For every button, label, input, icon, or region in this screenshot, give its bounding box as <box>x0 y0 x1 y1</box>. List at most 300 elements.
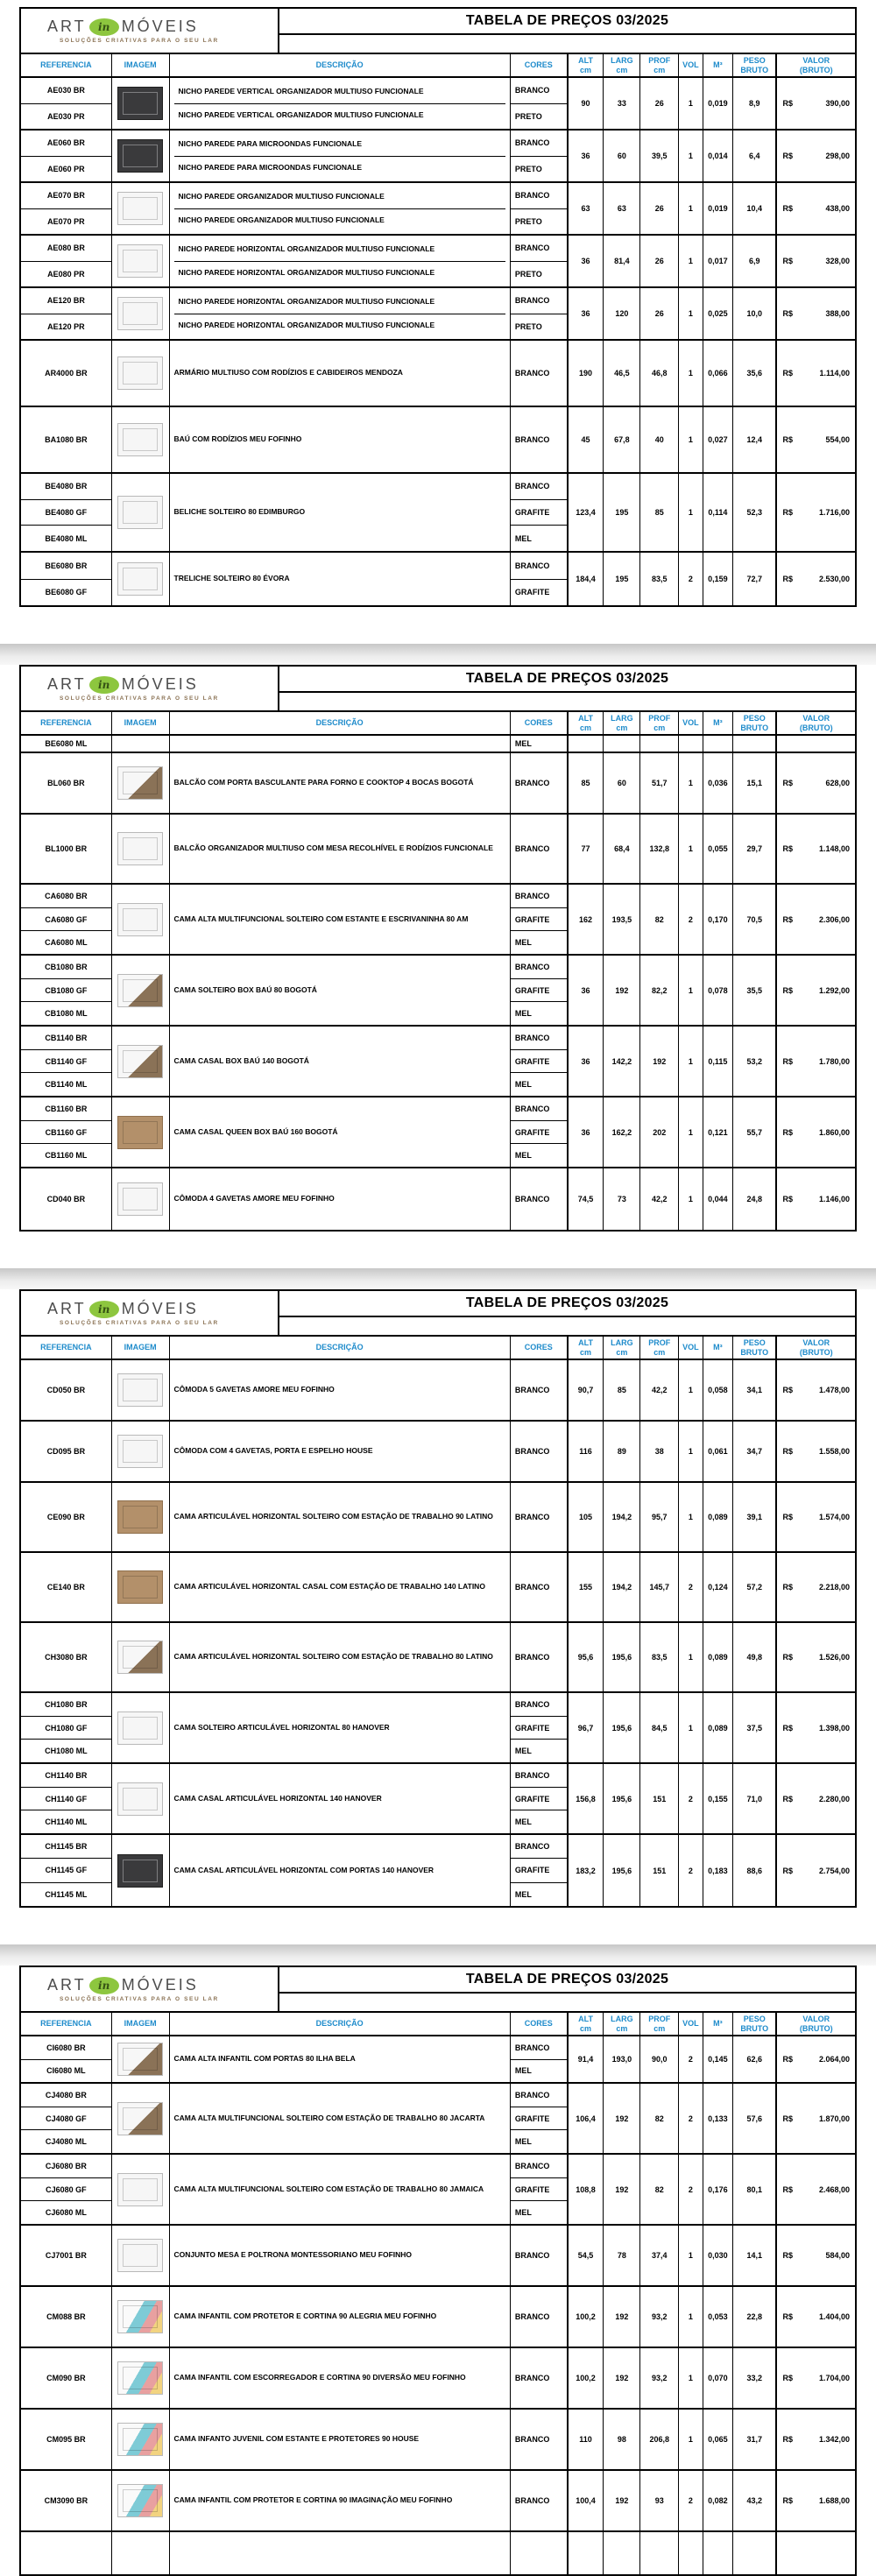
value-larg: 46,5 <box>603 341 639 406</box>
value-valor-bruto <box>775 1360 855 1420</box>
value-larg: 192 <box>603 2084 639 2153</box>
price-amount: 2.468,00 <box>818 2184 850 2194</box>
value-m3: 0,036 <box>703 753 732 813</box>
value-larg: 85 <box>603 1360 639 1420</box>
value-m3: 0,155 <box>703 1764 732 1833</box>
product-color: BRANCO <box>514 86 550 95</box>
value-prof: 42,2 <box>639 1168 678 1230</box>
column-header-m3-line: M³ <box>713 60 723 70</box>
product-color: MEL <box>511 1072 567 1096</box>
column-header-peso-bruto <box>732 1337 776 1359</box>
product-group-row <box>21 956 855 1027</box>
column-header-larg-line: cm <box>616 723 628 732</box>
value-vol: 1 <box>678 956 703 1025</box>
product-color: PRETO <box>511 103 567 130</box>
value-peso: 72,7 <box>732 553 776 605</box>
product-group-row <box>21 1097 855 1168</box>
colors-cell <box>510 1835 567 1906</box>
product-thumbnail <box>117 1182 163 1216</box>
value-larg: 81,4 <box>603 236 639 286</box>
description-cell <box>169 2155 510 2224</box>
product-color: MEL <box>511 1810 567 1833</box>
column-header-imagem <box>111 54 169 76</box>
product-color: BRANCO <box>514 2496 550 2505</box>
product-description: CAMA ALTA INFANTIL COM PORTAS 80 ILHA BELA <box>173 2054 356 2064</box>
product-color: PRETO <box>511 208 567 235</box>
value-m3 <box>703 736 732 752</box>
page-separator <box>0 644 876 665</box>
value-prof: 42,2 <box>639 1360 678 1420</box>
image-cell <box>111 2155 169 2224</box>
product-description: CAMA CASAL QUEEN BOX BAÚ 160 BOGOTÁ <box>173 1126 338 1136</box>
column-header-peso-bruto-line: BRUTO <box>740 723 769 732</box>
brand-moveis-text: MÓVEIS <box>121 18 199 35</box>
value-vol: 1 <box>678 2348 703 2408</box>
column-header-peso-bruto <box>732 2013 776 2035</box>
column-header-descricao <box>169 1337 510 1359</box>
currency-symbol: R$ <box>782 2496 793 2505</box>
value-vol: 1 <box>678 2287 703 2347</box>
product-color: MEL <box>511 525 567 551</box>
product-group-row <box>21 736 855 753</box>
product-color: GRAFITE <box>511 499 567 526</box>
product-description: NICHO PAREDE VERTICAL ORGANIZADOR MULTIUSO FUNCIONALE <box>174 103 505 128</box>
column-header-valor-bruto <box>775 1337 855 1359</box>
product-reference: CB1080 ML <box>21 1001 111 1025</box>
brand-art-text: ART <box>47 675 87 693</box>
value-peso: 57,6 <box>732 2084 776 2153</box>
column-header-alt-line: ALT <box>578 55 593 65</box>
product-description: TRELICHE SOLTEIRO 80 ÉVORA <box>173 574 290 583</box>
reference-cell <box>21 407 111 472</box>
product-color: MEL <box>511 1739 567 1762</box>
product-color: BRANCO <box>514 2161 550 2170</box>
product-color: BRANCO <box>514 1770 550 1780</box>
brand-art-text: ART <box>47 18 87 35</box>
value-peso: 29,7 <box>732 815 776 883</box>
currency-symbol: R$ <box>782 2055 793 2064</box>
value-vol: 2 <box>678 1764 703 1833</box>
column-header-valor-bruto-line: VALOR <box>802 55 830 65</box>
currency-symbol: R$ <box>782 204 793 213</box>
colors-cell <box>510 1360 567 1420</box>
value-larg: 192 <box>603 956 639 1025</box>
value-vol: 1 <box>678 407 703 472</box>
product-reference: AE060 PR <box>21 156 111 182</box>
product-description: BALCÃO ORGANIZADOR MULTIUSO COM MESA RECOLHÍVEL E RODÍZIOS FUNCIONALE <box>173 843 493 853</box>
brand-leaf-icon: in <box>89 1301 119 1318</box>
product-color: BRANCO <box>514 844 550 853</box>
value-peso <box>732 736 776 752</box>
value-peso: 12,4 <box>732 407 776 472</box>
value-valor-bruto <box>775 341 855 406</box>
product-description: CAMA ARTICULÁVEL HORIZONTAL SOLTEIRO COM ESTAÇÃO DE TRABALHO 90 LATINO <box>173 1512 493 1521</box>
product-group-row <box>21 553 855 605</box>
product-color: GRAFITE <box>511 1049 567 1073</box>
value-m3: 0,176 <box>703 2155 732 2224</box>
product-reference: CI6080 BR <box>46 2043 86 2052</box>
product-description: CÔMODA 4 GAVETAS AMORE MEU FOFINHO <box>173 1194 335 1203</box>
product-color: PRETO <box>511 314 567 340</box>
product-color: BRANCO <box>514 1699 550 1709</box>
brand-art-text: ART <box>47 1976 87 1994</box>
image-cell <box>111 1764 169 1833</box>
value-valor-bruto <box>775 2226 855 2285</box>
price-amount: 1.292,00 <box>818 985 850 995</box>
price <box>777 1195 855 1203</box>
value-larg: 89 <box>603 1422 639 1481</box>
product-color: BRANCO <box>514 1447 550 1456</box>
colors-cell <box>510 2410 567 2469</box>
description-cell <box>169 753 510 813</box>
product-thumbnail <box>117 1435 163 1468</box>
value-m3: 0,019 <box>703 78 732 129</box>
image-cell <box>111 1623 169 1691</box>
currency-symbol: R$ <box>782 2312 793 2321</box>
value-m3: 0,089 <box>703 1483 732 1551</box>
product-reference: CB1140 GF <box>21 1049 111 1073</box>
value-peso: 70,5 <box>732 885 776 954</box>
column-header-m3 <box>703 2013 732 2035</box>
column-header-vol <box>678 1337 703 1359</box>
product-group-row <box>21 341 855 407</box>
product-color: BRANCO <box>514 482 550 491</box>
value-larg: 195,6 <box>603 1835 639 1906</box>
product-thumbnail <box>117 423 163 456</box>
reference-cell <box>21 2471 111 2530</box>
product-group-row <box>21 183 855 236</box>
colors-cell <box>510 1422 567 1481</box>
value-alt: 100,2 <box>567 2287 604 2347</box>
colors-cell <box>510 2287 567 2347</box>
value-prof: 82 <box>639 885 678 954</box>
value-valor-bruto <box>775 2084 855 2153</box>
currency-symbol: R$ <box>782 914 793 924</box>
value-m3 <box>703 2532 732 2574</box>
product-group-row <box>21 2226 855 2287</box>
column-header-larg <box>603 54 639 76</box>
product-group-row <box>21 474 855 553</box>
value-prof: 95,7 <box>639 1483 678 1551</box>
brand-logo <box>21 667 279 710</box>
product-thumbnail <box>117 1045 163 1078</box>
value-m3: 0,019 <box>703 183 732 234</box>
product-description: NICHO PAREDE PARA MICROONDAS FUNCIONALE <box>174 156 505 180</box>
pdf-page <box>0 1966 876 2576</box>
value-valor-bruto <box>775 2532 855 2574</box>
currency-symbol: R$ <box>782 1447 793 1456</box>
product-reference: CJ4080 BR <box>45 2090 87 2100</box>
description-cell <box>169 736 510 752</box>
value-larg: 192 <box>603 2348 639 2408</box>
currency-symbol: R$ <box>782 1056 793 1066</box>
description-cell <box>169 553 510 605</box>
product-color: GRAFITE <box>511 1858 567 1881</box>
page-title: TABELA DE PREÇOS 03/2025 <box>279 667 855 693</box>
brand-tagline: SOLUÇÕES CRIATIVAS PARA O SEU LAR <box>60 1996 219 2002</box>
price-amount: 1.148,00 <box>818 844 850 853</box>
colors-cell <box>510 753 567 813</box>
image-cell <box>111 2410 169 2469</box>
column-header-alt-line: cm <box>580 2023 592 2033</box>
description-cell <box>169 341 510 406</box>
colors-cell <box>510 341 567 406</box>
product-reference: AE030 BR <box>46 86 85 95</box>
product-group-row <box>21 1422 855 1483</box>
colors-cell <box>510 183 567 234</box>
page-header-band <box>21 9 855 54</box>
product-description: CAMA CASAL ARTICULÁVEL HORIZONTAL COM PORTAS 140 HANOVER <box>173 1865 434 1874</box>
product-reference: CH1140 BR <box>45 1770 88 1780</box>
product-description: CÔMODA 5 GAVETAS AMORE MEU FOFINHO <box>173 1385 335 1394</box>
currency-symbol: R$ <box>782 309 793 318</box>
reference-cell <box>21 288 111 339</box>
product-group-row <box>21 1027 855 1097</box>
value-alt: 36 <box>567 131 604 181</box>
price-amount: 1.688,00 <box>818 2496 850 2505</box>
product-description: NICHO PAREDE HORIZONTAL ORGANIZADOR MULTIUSO FUNCIONALE <box>174 314 505 338</box>
product-group-row <box>21 236 855 288</box>
product-color: BRANCO <box>514 1195 550 1203</box>
value-prof: 145,7 <box>639 1553 678 1621</box>
image-cell <box>111 956 169 1025</box>
product-description: CAMA INFANTIL COM ESCORREGADOR E CORTINA 90 DIVERSÃO MEU FOFINHO <box>173 2373 466 2382</box>
value-alt: 155 <box>567 1553 604 1621</box>
value-m3: 0,070 <box>703 2348 732 2408</box>
column-header-m3 <box>703 1337 732 1359</box>
price-amount: 1.398,00 <box>818 1723 850 1733</box>
value-alt: 36 <box>567 236 604 286</box>
product-reference: AE070 BR <box>46 191 85 201</box>
colors-cell <box>510 1623 567 1691</box>
value-alt: 54,5 <box>567 2226 604 2285</box>
brand-lockup <box>47 1300 278 1318</box>
column-header-imagem <box>111 1337 169 1359</box>
value-vol: 1 <box>678 1360 703 1420</box>
product-thumbnail <box>117 2423 163 2456</box>
price <box>777 779 855 787</box>
image-cell <box>111 407 169 472</box>
product-reference: CJ6080 ML <box>21 2200 111 2224</box>
price-amount: 1.716,00 <box>818 508 850 517</box>
product-color: BRANCO <box>514 1583 550 1591</box>
image-cell <box>111 1553 169 1621</box>
reference-cell <box>21 1027 111 1096</box>
description-cell <box>169 1097 510 1167</box>
product-color: BRANCO <box>514 2312 550 2321</box>
value-larg: 192 <box>603 2471 639 2530</box>
column-header-cores <box>510 2013 567 2035</box>
column-header-cores <box>510 1337 567 1359</box>
product-reference: AE030 PR <box>21 103 111 130</box>
colors-cell <box>510 2155 567 2224</box>
column-header-peso-bruto-line: BRUTO <box>740 1347 769 1357</box>
value-prof: 82,2 <box>639 956 678 1025</box>
value-prof: 93,2 <box>639 2287 678 2347</box>
value-alt: 183,2 <box>567 1835 604 1906</box>
value-larg: 193,0 <box>603 2036 639 2082</box>
price <box>777 2114 855 2123</box>
product-color: GRAFITE <box>511 579 567 606</box>
value-larg: 195,6 <box>603 1693 639 1762</box>
currency-symbol: R$ <box>782 2251 793 2260</box>
value-m3: 0,145 <box>703 2036 732 2082</box>
column-header-alt-line: ALT <box>578 1337 593 1347</box>
product-color: BRANCO <box>514 138 550 148</box>
value-vol: 1 <box>678 341 703 406</box>
price <box>777 1128 855 1137</box>
value-alt: 63 <box>567 183 604 234</box>
value-larg: 142,2 <box>603 1027 639 1096</box>
value-larg: 120 <box>603 288 639 339</box>
product-reference: CH1140 ML <box>21 1810 111 1833</box>
product-color <box>511 2532 567 2574</box>
value-m3: 0,121 <box>703 1097 732 1167</box>
reference-cell <box>21 736 111 752</box>
price <box>777 152 855 160</box>
column-header-peso-bruto-line: PESO <box>743 55 766 65</box>
product-thumbnail <box>117 356 163 390</box>
product-description: NICHO PAREDE HORIZONTAL ORGANIZADOR MULTIUSO FUNCIONALE <box>178 296 435 306</box>
value-larg: 194,2 <box>603 1483 639 1551</box>
currency-symbol: R$ <box>782 2374 793 2382</box>
reference-cell <box>21 1623 111 1691</box>
colors-cell <box>510 2532 567 2574</box>
description-cell <box>169 2084 510 2153</box>
value-m3: 0,053 <box>703 2287 732 2347</box>
product-reference: AR4000 BR <box>45 369 88 378</box>
value-m3: 0,066 <box>703 341 732 406</box>
column-header-larg <box>603 712 639 734</box>
value-larg: 195 <box>603 474 639 551</box>
product-description: CAMA INFANTIL COM PROTETOR E CORTINA 90 IMAGINAÇÃO MEU FOFINHO <box>173 2495 453 2505</box>
brand-leaf-icon: in <box>89 1977 119 1994</box>
value-alt: 36 <box>567 1027 604 1096</box>
image-cell <box>111 815 169 883</box>
description-cell <box>169 956 510 1025</box>
product-description: NICHO PAREDE HORIZONTAL ORGANIZADOR MULTIUSO FUNCIONALE <box>178 243 435 253</box>
reference-cell <box>21 553 111 605</box>
value-larg: 67,8 <box>603 407 639 472</box>
value-larg <box>603 2532 639 2574</box>
product-description: ARMÁRIO MULTIUSO COM RODÍZIOS E CABIDEIROS MENDOZA <box>173 368 403 378</box>
image-cell <box>111 1168 169 1230</box>
value-peso: 6,4 <box>732 131 776 181</box>
colors-cell <box>510 2348 567 2408</box>
product-color: MEL <box>511 2129 567 2153</box>
value-alt: 91,4 <box>567 2036 604 2082</box>
value-prof: 26 <box>639 288 678 339</box>
description-cell <box>169 2036 510 2082</box>
brand-lockup <box>47 1976 278 1994</box>
value-valor-bruto <box>775 236 855 286</box>
product-group-row <box>21 753 855 815</box>
reference-cell <box>21 815 111 883</box>
value-m3: 0,124 <box>703 1553 732 1621</box>
product-thumbnail <box>117 903 163 936</box>
price <box>777 435 855 444</box>
currency-symbol: R$ <box>782 1195 793 1203</box>
reference-cell <box>21 1168 111 1230</box>
product-reference: CA6080 BR <box>45 891 88 900</box>
price-amount: 2.218,00 <box>818 1583 850 1591</box>
product-reference: AE120 BR <box>46 296 85 306</box>
product-thumbnail <box>117 1500 163 1534</box>
product-description: CAMA CASAL BOX BAÚ 140 BOGOTÁ <box>173 1055 309 1065</box>
value-valor-bruto <box>775 1693 855 1762</box>
column-header-imagem <box>111 2013 169 2035</box>
column-header-referencia-line: REFERENCIA <box>40 2019 92 2029</box>
product-thumbnail <box>117 2239 163 2272</box>
image-cell <box>111 885 169 954</box>
product-group-row <box>21 1623 855 1693</box>
description-cell <box>169 1623 510 1691</box>
reference-cell <box>21 236 111 286</box>
column-header-valor-bruto-line: (BRUTO) <box>799 65 833 74</box>
description-cell <box>169 885 510 954</box>
column-header-referencia <box>21 1337 111 1359</box>
column-header-prof <box>639 712 678 734</box>
product-reference: AE070 PR <box>21 208 111 235</box>
column-header-vol <box>678 712 703 734</box>
product-color: BRANCO <box>514 191 550 201</box>
value-vol: 1 <box>678 474 703 551</box>
product-color: GRAFITE <box>511 1120 567 1144</box>
column-header-row <box>21 712 855 736</box>
reference-cell <box>21 1097 111 1167</box>
value-prof: 206,8 <box>639 2410 678 2469</box>
value-peso: 10,0 <box>732 288 776 339</box>
colors-cell <box>510 407 567 472</box>
value-vol: 1 <box>678 1097 703 1167</box>
price <box>777 844 855 853</box>
price <box>777 1447 855 1456</box>
column-header-larg-line: LARG <box>611 713 633 723</box>
value-prof: 37,4 <box>639 2226 678 2285</box>
price-amount: 328,00 <box>825 257 850 265</box>
currency-symbol: R$ <box>782 369 793 378</box>
product-group-row <box>21 2471 855 2532</box>
product-thumbnail <box>117 2484 163 2517</box>
value-larg: 60 <box>603 131 639 181</box>
value-valor-bruto <box>775 2036 855 2082</box>
description-cell <box>169 131 510 181</box>
value-m3: 0,058 <box>703 1360 732 1420</box>
image-cell <box>111 2226 169 2285</box>
column-header-alt <box>567 54 604 76</box>
page-separator <box>0 1944 876 1966</box>
product-description: NICHO PAREDE HORIZONTAL ORGANIZADOR MULTIUSO FUNCIONALE <box>174 261 505 286</box>
value-larg: 68,4 <box>603 815 639 883</box>
description-cell <box>169 2471 510 2530</box>
product-thumbnail <box>117 244 163 278</box>
column-header-larg-line: LARG <box>611 2014 633 2023</box>
value-larg: 33 <box>603 78 639 129</box>
product-thumbnail <box>117 832 163 865</box>
value-m3: 0,089 <box>703 1623 732 1691</box>
column-header-row <box>21 2013 855 2036</box>
product-reference: CH1145 ML <box>21 1882 111 1906</box>
image-cell <box>111 1360 169 1420</box>
value-peso: 57,2 <box>732 1553 776 1621</box>
value-vol: 1 <box>678 2410 703 2469</box>
reference-cell <box>21 2036 111 2082</box>
product-reference: CA6080 GF <box>21 907 111 931</box>
description-cell <box>169 2348 510 2408</box>
colors-cell <box>510 288 567 339</box>
product-group-row <box>21 1553 855 1623</box>
value-alt: 95,6 <box>567 1623 604 1691</box>
